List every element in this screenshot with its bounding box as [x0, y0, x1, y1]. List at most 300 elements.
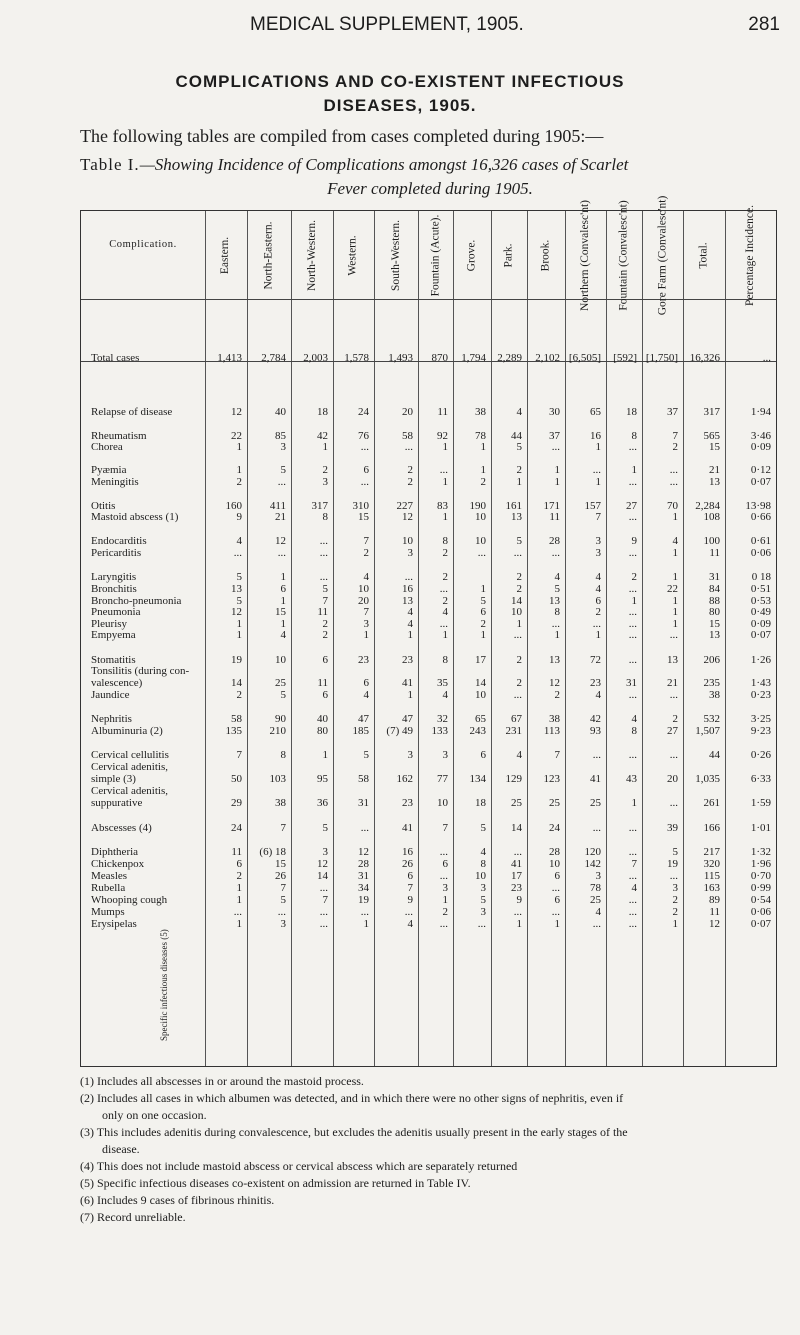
table-cell: 0 18 — [751, 571, 771, 583]
table-cell: 2 — [516, 677, 522, 689]
table-cell: ... — [439, 918, 448, 930]
table-cell: 8 — [322, 511, 328, 523]
footnote: (5) Specific infectious diseases co-existent on admission are returned in Table IV. — [80, 1176, 471, 1190]
table-cell: 6 — [554, 870, 560, 882]
table-cell: 6 — [595, 595, 601, 607]
column-header-label: Fountain (Acute). — [429, 214, 442, 296]
table-cell: 1 — [322, 749, 328, 761]
column-header-label: Grove. — [465, 239, 478, 271]
column-header-label: Gore Farm (Convalesc'nt) — [656, 195, 668, 315]
table-cell: 5 — [236, 571, 242, 583]
table-cell: 21 — [667, 677, 678, 689]
table-cell: 37 — [667, 406, 678, 418]
table-cell: 92 — [437, 430, 448, 442]
table-row — [81, 352, 776, 364]
table-cell: 6 — [442, 858, 448, 870]
table-cell: 31 — [626, 677, 637, 689]
table-cell: 6 — [554, 894, 560, 906]
table-cell: 13 — [709, 476, 720, 488]
table-cell: 10 — [437, 797, 448, 809]
table-cell: 11 — [231, 846, 242, 858]
column-header-label: Northern (Convalesc'nt) — [579, 199, 591, 311]
table-cell: 1·59 — [750, 797, 771, 809]
table-row — [81, 406, 776, 418]
table-cell: 40 — [275, 406, 286, 418]
table-cell: 25 — [590, 894, 601, 906]
table-row — [81, 713, 776, 725]
table-cell: 3 — [407, 749, 413, 761]
table-cell: 10 — [475, 511, 486, 523]
table-cell: 6 — [236, 858, 242, 870]
table-cell: 18 — [626, 406, 637, 418]
table-cell: 7 — [672, 430, 678, 442]
table-cell: 135 — [225, 725, 242, 737]
table-cell: 1 — [672, 547, 678, 559]
table-cell: 2 — [516, 654, 522, 666]
row-label: Relapse of disease — [91, 406, 173, 418]
table-cell: 3 — [322, 846, 328, 858]
table-cell: 9 — [516, 894, 522, 906]
table-cell: 2 — [516, 583, 522, 595]
table-cell: ... — [669, 797, 678, 809]
table-cell: 7 — [363, 606, 369, 618]
table-cell: 3·25 — [750, 713, 771, 725]
table-cell: ... — [360, 822, 369, 834]
table-cell: 13·98 — [745, 500, 771, 512]
table-cell: 8 — [631, 430, 637, 442]
column-header-label: Fountain (Convalesc'nt) — [617, 199, 630, 311]
row-label-continued: suppurative — [91, 797, 143, 809]
table-row — [81, 511, 776, 523]
table-cell: 0·54 — [750, 894, 771, 906]
table-cell: 3 — [280, 441, 286, 453]
table-cell: 17 — [511, 870, 522, 882]
table-cell: 3 — [280, 918, 286, 930]
table-row — [81, 441, 776, 453]
table-cell: 5 — [480, 595, 486, 607]
table-cell: 10 — [475, 689, 486, 701]
table-cell: ... — [513, 689, 522, 701]
header-rule — [81, 299, 776, 300]
table-cell: 4 — [595, 689, 601, 701]
table-cell: 12 — [402, 511, 413, 523]
table-cell: 18 — [475, 797, 486, 809]
column-header — [418, 215, 453, 295]
table-cell: 2 — [516, 571, 522, 583]
table-cell: ... — [628, 906, 637, 918]
table-cell: 6 — [480, 749, 486, 761]
footnote-continued: only on one occasion. — [102, 1108, 207, 1122]
table-cell: 42 — [317, 430, 328, 442]
table-cell: 8 — [442, 654, 448, 666]
table-cell: 90 — [275, 713, 286, 725]
table-cell: ... — [628, 749, 637, 761]
table-cell: 1 — [516, 476, 522, 488]
table-cell: 1 — [672, 918, 678, 930]
table-cell: 2,289 — [497, 352, 522, 364]
row-label: Endocarditis — [91, 535, 147, 547]
table-cell: 1·01 — [750, 822, 771, 834]
table-cell: 0·53 — [750, 595, 771, 607]
table-row — [81, 846, 776, 858]
table-cell: ... — [319, 547, 328, 559]
table-cell: 14 — [317, 870, 328, 882]
row-label: Mumps — [91, 906, 125, 918]
row-label: Mastoid abscess (1) — [91, 511, 179, 523]
table-cell: ... — [404, 571, 413, 583]
table-cell: 1 — [516, 918, 522, 930]
table-cell: 65 — [475, 713, 486, 725]
table-row — [81, 476, 776, 488]
table-cell: 3 — [442, 882, 448, 894]
table-cell: 5 — [280, 894, 286, 906]
table-cell: ... — [592, 822, 601, 834]
table-cell: 103 — [269, 773, 286, 785]
table-cell: 3 — [363, 618, 369, 630]
table-cell: 10 — [475, 870, 486, 882]
table-cell: 3·46 — [750, 430, 771, 442]
table-cell: 84 — [709, 583, 720, 595]
table-cell: 13 — [709, 629, 720, 641]
table-cell: 14 — [475, 677, 486, 689]
column-header — [725, 204, 776, 306]
table-cell: 1 — [554, 918, 560, 930]
table-cell: 2 — [407, 464, 413, 476]
row-label: Chickenpox — [91, 858, 145, 870]
column-header — [453, 215, 491, 295]
table-cell: 47 — [358, 713, 369, 725]
table-cell: 1·32 — [750, 846, 771, 858]
table-cell: 9·23 — [750, 725, 771, 737]
row-label: Pleurisy — [91, 618, 128, 630]
table-cell: ... — [439, 583, 448, 595]
table-cell: ... — [669, 749, 678, 761]
row-label: Pyæmia — [91, 464, 127, 476]
footnote: (7) Record unreliable. — [80, 1210, 186, 1224]
table-cell: ... — [233, 547, 242, 559]
row-label: Chorea — [91, 441, 123, 453]
table-cell: 1 — [236, 882, 242, 894]
table-cell: ... — [628, 441, 637, 453]
table-cell: 1 — [363, 629, 369, 641]
table-cell: 3 — [672, 882, 678, 894]
table-cell: 565 — [703, 430, 720, 442]
table-cell: 7 — [554, 749, 560, 761]
table-cell: 43 — [626, 773, 637, 785]
table-cell: ... — [513, 629, 522, 641]
row-label: Nephritis — [91, 713, 132, 725]
footnote-continued: disease. — [102, 1142, 140, 1156]
column-header-label: Western. — [347, 234, 359, 276]
table-cell: 3 — [595, 547, 601, 559]
table-cell: ... — [404, 906, 413, 918]
row-label: Rubella — [91, 882, 126, 894]
table-cell: 1 — [480, 583, 486, 595]
table-cell: 2 — [672, 441, 678, 453]
table-cell: 2 — [480, 618, 486, 630]
table-cell: 1 — [322, 441, 328, 453]
table-cell: 15 — [358, 511, 369, 523]
table-cell: 4 — [631, 882, 637, 894]
table-cell: 190 — [469, 500, 486, 512]
table-cell: 83 — [437, 500, 448, 512]
row-label: Tonsilitis (during con- — [91, 665, 190, 677]
table-row — [81, 464, 776, 476]
table-cell: [6,505] — [568, 352, 601, 364]
table-cell: 89 — [709, 894, 720, 906]
table-cell: 58 — [402, 430, 413, 442]
table-cell: 0·23 — [750, 689, 771, 701]
table-cell: 88 — [709, 595, 720, 607]
table-cell: 2 — [442, 571, 448, 583]
table-cell: 133 — [431, 725, 448, 737]
table-row — [81, 665, 776, 689]
table-cell: 2 — [236, 870, 242, 882]
table-cell: 2,102 — [535, 352, 560, 364]
table-row — [81, 689, 776, 701]
table-cell: 217 — [703, 846, 720, 858]
column-header — [527, 215, 565, 295]
table-cell: 93 — [590, 725, 601, 737]
row-label: Meningitis — [91, 476, 139, 488]
table-cell: 100 — [703, 535, 720, 547]
table-cell: 9 — [236, 511, 242, 523]
table-cell: 4 — [236, 535, 242, 547]
table-cell: 8 — [631, 725, 637, 737]
table-cell: 1 — [516, 618, 522, 630]
column-header-label: South-Western. — [389, 219, 402, 291]
table-cell: 16 — [402, 583, 413, 595]
table-cell: 8 — [554, 606, 560, 618]
table-cell: 162 — [396, 773, 413, 785]
table-cell: 3 — [442, 749, 448, 761]
table-cell: 235 — [703, 677, 720, 689]
table-cell: ... — [669, 689, 678, 701]
table-cell: 5 — [322, 583, 328, 595]
table-cell: ... — [277, 476, 286, 488]
table-cell: 0·66 — [750, 511, 771, 523]
table-cell: 11 — [709, 906, 720, 918]
table-cell: 24 — [358, 406, 369, 418]
row-label: Diphtheria — [91, 846, 139, 858]
table-cell: 6 — [363, 677, 369, 689]
table-cell: 41 — [511, 858, 522, 870]
table-cell: 6 — [407, 870, 413, 882]
table-cell: ... — [233, 906, 242, 918]
table-cell: 210 — [269, 725, 286, 737]
table-cell: 2 — [236, 689, 242, 701]
table-cell: 6 — [363, 464, 369, 476]
table-cell: 2 — [322, 618, 328, 630]
table-cell: 4 — [407, 918, 413, 930]
table-cell: 2 — [442, 595, 448, 607]
row-label: Laryngitis — [91, 571, 137, 583]
table-cell: 11 — [709, 547, 720, 559]
table-cell: 1 — [631, 595, 637, 607]
column-header — [333, 215, 374, 295]
table-cell: ... — [628, 822, 637, 834]
table-cell: 13 — [402, 595, 413, 607]
table-cell: 4 — [480, 846, 486, 858]
table-cell: 23 — [358, 654, 369, 666]
table-cell: ... — [628, 894, 637, 906]
table-cell: 0·12 — [750, 464, 771, 476]
row-label: Erysipelas — [91, 918, 137, 930]
table-cell: 1 — [672, 571, 678, 583]
table-row — [81, 571, 776, 583]
table-cell: 1 — [595, 441, 601, 453]
table-cell: 2,784 — [261, 352, 286, 364]
table-cell: 1 — [442, 476, 448, 488]
table-row — [81, 547, 776, 559]
table-cell: 29 — [231, 797, 242, 809]
table-cell: 7 — [442, 822, 448, 834]
table-cell: 120 — [584, 846, 601, 858]
column-header — [683, 215, 725, 295]
table-cell: 1 — [236, 894, 242, 906]
table-cell: 1 — [442, 894, 448, 906]
column-header — [247, 215, 291, 295]
table-cell: 38 — [549, 713, 560, 725]
table-cell: 1 — [236, 618, 242, 630]
table-cell: 4 — [442, 606, 448, 618]
table-cell: 23 — [402, 654, 413, 666]
table-cell: 0·99 — [750, 882, 771, 894]
table-cell: 38 — [275, 797, 286, 809]
table-cell: 2 — [595, 606, 601, 618]
table-cell: 171 — [543, 500, 560, 512]
table-cell: 41 — [590, 773, 601, 785]
table-cell: 0·09 — [750, 441, 771, 453]
table-cell: ... — [551, 547, 560, 559]
table-cell: 13 — [549, 595, 560, 607]
table-cell: ... — [628, 846, 637, 858]
table-cell: 31 — [358, 797, 369, 809]
row-label: Stomatitis — [91, 654, 136, 666]
table-cell: 72 — [590, 654, 601, 666]
table-cell: 1 — [672, 618, 678, 630]
table-cell: 77 — [437, 773, 448, 785]
row-label: Cervical adenitis, — [91, 761, 168, 773]
table-cell: 317 — [311, 500, 328, 512]
table-cell: 26 — [275, 870, 286, 882]
table-cell: 1 — [595, 476, 601, 488]
table-cell: 243 — [469, 725, 486, 737]
table-cell: 7 — [280, 882, 286, 894]
table-cell: 2 — [554, 689, 560, 701]
table-cell: ... — [360, 441, 369, 453]
table-cell: 2 — [322, 464, 328, 476]
table-cell: 76 — [358, 430, 369, 442]
table-cell: 38 — [475, 406, 486, 418]
row-label: Whooping cough — [91, 894, 168, 906]
table-cell: 163 — [703, 882, 720, 894]
table-cell: ... — [628, 918, 637, 930]
table-cell: 5 — [554, 583, 560, 595]
column-header — [205, 215, 247, 295]
table-cell: 22 — [667, 583, 678, 595]
table-cell: 4 — [516, 406, 522, 418]
row-label: Rheumatism — [91, 430, 147, 442]
table-row — [81, 749, 776, 761]
column-header — [565, 199, 606, 311]
table-cell: ... — [439, 846, 448, 858]
table-cell: 0·06 — [750, 547, 771, 559]
table-cell: 23 — [402, 797, 413, 809]
table-cell: 28 — [358, 858, 369, 870]
table-cell: 1 — [631, 797, 637, 809]
table-cell: (7) 49 — [386, 725, 413, 737]
table-cell: 2 — [516, 464, 522, 476]
table-cell: 1 — [280, 571, 286, 583]
table-row — [81, 906, 776, 918]
table-cell: 10 — [358, 583, 369, 595]
table-cell: 12 — [231, 606, 242, 618]
table-cell: 30 — [549, 406, 560, 418]
table-cell: 320 — [703, 858, 720, 870]
table-cell: 22 — [231, 430, 242, 442]
table-cell: 2 — [363, 547, 369, 559]
table-cell: 31 — [358, 870, 369, 882]
table-cell: 14 — [231, 677, 242, 689]
table-caption — [80, 153, 780, 201]
table-cell: 12 — [317, 858, 328, 870]
table-cell: ... — [669, 629, 678, 641]
table-row — [81, 535, 776, 547]
table-cell: 11 — [437, 406, 448, 418]
table-cell: 9 — [631, 535, 637, 547]
table-cell: 85 — [275, 430, 286, 442]
table-cell: 12 — [709, 918, 720, 930]
row-label: Cervical cellulitis — [91, 749, 169, 761]
table-cell: 6 — [280, 583, 286, 595]
table-cell: 7 — [236, 749, 242, 761]
table-cell: ... — [669, 464, 678, 476]
table-cell: 36 — [317, 797, 328, 809]
table-cell: 3 — [407, 547, 413, 559]
table-cell: 10 — [275, 654, 286, 666]
footnote: (4) This does not include mastoid abscess or cervical abscess which are separately returned — [80, 1159, 518, 1173]
table-cell: 1·43 — [750, 677, 771, 689]
table-cell: 17 — [475, 654, 486, 666]
table-cell: 80 — [709, 606, 720, 618]
table-cell: 5 — [322, 822, 328, 834]
table-cell: 7 — [322, 894, 328, 906]
table-cell: 15 — [709, 441, 720, 453]
table-cell: 1,413 — [217, 352, 242, 364]
table-cell: 37 — [549, 430, 560, 442]
table-cell: 23 — [590, 677, 601, 689]
table-cell: 7 — [407, 882, 413, 894]
table-cell: 2 — [442, 906, 448, 918]
table-cell: 1 — [672, 606, 678, 618]
table-cell: 25 — [275, 677, 286, 689]
table-cell: 4 — [672, 535, 678, 547]
table-cell: 25 — [511, 797, 522, 809]
table-cell: 12 — [231, 406, 242, 418]
table-cell: 10 — [402, 535, 413, 547]
table-cell: 1 — [554, 629, 560, 641]
table-cell: 142 — [584, 858, 601, 870]
table-cell: 0·07 — [750, 476, 771, 488]
footnotes — [80, 1073, 780, 1226]
table-cell: ... — [628, 476, 637, 488]
table-cell: 6 — [480, 606, 486, 618]
table-cell: 3 — [595, 870, 601, 882]
table-cell: 166 — [703, 822, 720, 834]
column-header-label: Total. — [697, 241, 710, 269]
table-cell: 20 — [358, 595, 369, 607]
